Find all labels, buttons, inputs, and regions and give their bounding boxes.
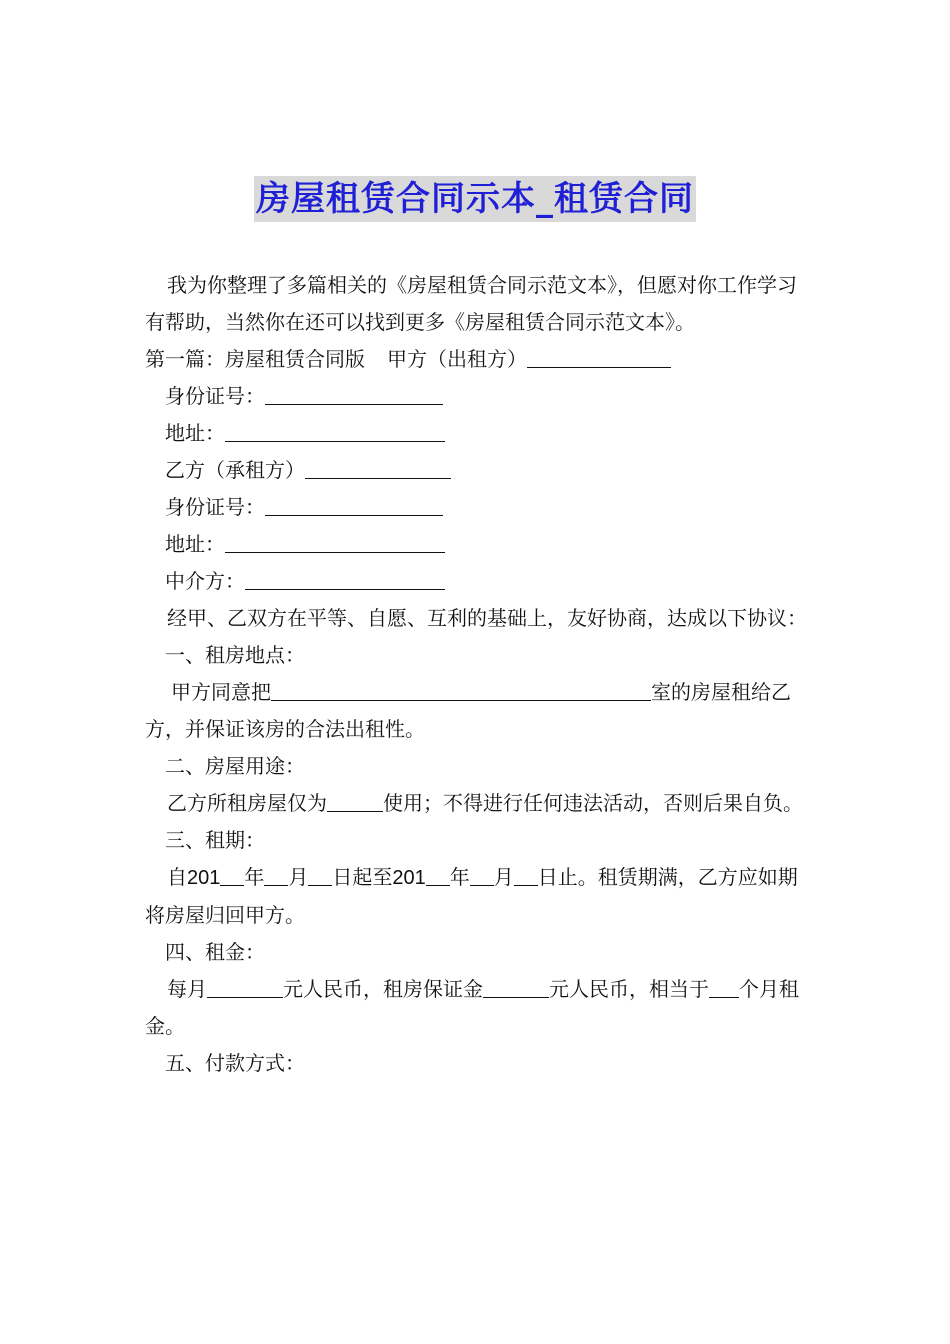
section2-paragraph <box>145 785 810 822</box>
page-title: 房屋租赁合同示本_租赁合同 <box>254 176 696 222</box>
party-b-blank <box>305 458 451 479</box>
section1-room-blank <box>271 680 651 701</box>
agent-label: 中介方： <box>165 569 245 593</box>
agent-line <box>145 563 810 600</box>
section4-t1: 每月 <box>167 977 207 1001</box>
section3-day-start-blank <box>308 865 332 886</box>
section3-day-end-blank <box>514 865 538 886</box>
section4-t3: 元人民币，相当于 <box>549 977 709 1001</box>
article1-line <box>145 341 810 378</box>
party-a-label: 甲方（出租方） <box>387 347 527 371</box>
section4-deposit-blank <box>483 977 549 998</box>
party-b-line <box>145 452 810 489</box>
party-b-id-label: 身份证号： <box>165 495 265 519</box>
party-b-address-blank <box>225 532 445 553</box>
party-b-address-label: 地址： <box>165 532 225 556</box>
section2-text-a: 乙方所租房屋仅为 <box>167 791 327 815</box>
party-a-address-line <box>145 415 810 452</box>
section3-t7: 日止。租赁期满，乙方应如期将房屋归回甲方。 <box>145 865 798 927</box>
section4-t2: 元人民币，租房保证金 <box>283 977 483 1001</box>
section4-rent-blank <box>207 977 283 998</box>
section2-use-blank <box>327 791 383 812</box>
party-a-address-label: 地址： <box>165 421 225 445</box>
article1-heading: 第一篇：房屋租赁合同版 <box>145 347 365 371</box>
section3-year-start: 201 <box>187 867 221 889</box>
section5-heading: 五、付款方式： <box>165 1051 305 1075</box>
section3-t6: 月 <box>493 865 514 889</box>
section3-year-end: 201 <box>392 867 426 889</box>
agreement-paragraph: 经甲、乙双方在平等、自愿、互利的基础上，友好协商，达成以下协议： <box>167 606 807 630</box>
party-b-id-line <box>145 489 810 526</box>
intro-paragraph: 我为你整理了多篇相关的《房屋租赁合同示范文本》，但愿对你工作学习有帮助，当然你在还可以找到更多《房屋租赁合同示范文本》。 <box>145 273 797 334</box>
section3-heading: 三、租期： <box>165 828 265 852</box>
section3-t1: 自 <box>167 865 187 889</box>
party-a-blank <box>527 347 671 368</box>
section3-t5: 年 <box>449 865 470 889</box>
section3-t3: 月 <box>288 865 309 889</box>
section4-t4: 个月租金。 <box>145 977 799 1038</box>
section3-paragraph <box>145 859 810 934</box>
section1-text-b: 室的房屋租给乙方，并保证该房的合法出租性。 <box>145 680 791 741</box>
section3-year-start-blank <box>220 865 244 886</box>
section1-heading: 一、租房地点： <box>165 643 305 667</box>
section4-months-blank <box>709 977 739 998</box>
party-a-id-blank <box>265 384 443 405</box>
section3-month-start-blank <box>264 865 288 886</box>
section1-paragraph <box>145 674 810 748</box>
section4-paragraph <box>145 971 810 1045</box>
section3-month-end-blank <box>470 865 494 886</box>
section1-text-a: 甲方同意把 <box>171 680 271 704</box>
party-a-id-label: 身份证号： <box>165 384 265 408</box>
section2-text-b: 使用；不得进行任何违法活动，否则后果自负。 <box>383 791 803 815</box>
document-body <box>145 267 810 1082</box>
section4-heading: 四、租金： <box>165 940 265 964</box>
party-a-id-line <box>145 378 810 415</box>
title-wrap <box>0 176 950 222</box>
section3-year-end-blank <box>426 865 450 886</box>
section2-heading: 二、房屋用途： <box>165 754 305 778</box>
party-b-label: 乙方（承租方） <box>165 458 305 482</box>
party-b-address-line <box>145 526 810 563</box>
section3-t2: 年 <box>244 865 265 889</box>
section3-t4: 日起至 <box>332 865 393 889</box>
agent-blank <box>245 569 445 590</box>
party-b-id-blank <box>265 495 443 516</box>
party-a-address-blank <box>225 421 445 442</box>
